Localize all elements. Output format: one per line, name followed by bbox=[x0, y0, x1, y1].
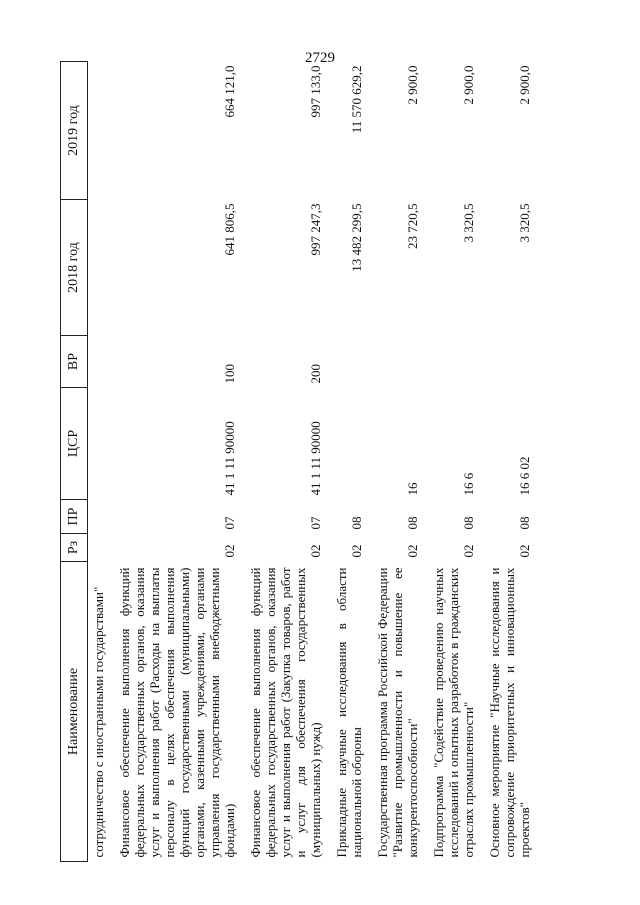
row-name: Государственная программа Российской Федерации "Развитие промышленности и повышение ее конкурентоспособности" bbox=[375, 567, 420, 858]
row-2018: 3 320,5 bbox=[461, 203, 476, 243]
row-2019: 2 900,0 bbox=[405, 65, 420, 105]
row-2019: 2 900,0 bbox=[461, 65, 476, 105]
row-2019 bbox=[88, 62, 109, 200]
table-row bbox=[108, 62, 239, 862]
row-2019: 11 570 629,2 bbox=[349, 65, 364, 134]
row-csr: 16 bbox=[405, 482, 420, 496]
row-name: Финансовое обеспечение выполнения функций федеральных государственных органов, оказания услуг и выполнения работ (Закупка товаров, работ и услуг для обеспечения государственных (муниципальных) нужд) bbox=[248, 567, 323, 858]
row-csr: 41 1 11 90000 bbox=[222, 421, 237, 496]
row-vr bbox=[366, 336, 422, 388]
row-2018: 641 806,5 bbox=[222, 203, 237, 256]
row-csr: 16 6 bbox=[461, 472, 476, 496]
row-2018: 13 482 299,5 bbox=[349, 203, 364, 272]
row-rz: 02 bbox=[349, 544, 364, 558]
header-rz: Рз bbox=[61, 534, 88, 562]
row-vr bbox=[325, 336, 366, 388]
row-2018: 997 247,3 bbox=[308, 203, 323, 256]
row-rz: 02 bbox=[405, 544, 420, 558]
row-rz: 02 bbox=[308, 544, 323, 558]
row-csr bbox=[325, 388, 366, 500]
row-name: Основное мероприятие "Научные исследования и сопровождение приоритетных и инновационных проектов" bbox=[487, 567, 532, 858]
row-2018: 23 720,5 bbox=[405, 203, 420, 249]
header-vr: ВР bbox=[61, 336, 88, 388]
header-name: Наименование bbox=[61, 562, 88, 862]
row-name: Подпрограмма "Содействие проведению научных исследований и опытных разработок в гражданских отраслях промышленности" bbox=[431, 567, 476, 858]
table-row bbox=[239, 62, 325, 862]
page-number: 2729 bbox=[305, 50, 335, 66]
table-row bbox=[88, 62, 109, 862]
rotated-table-container bbox=[60, 62, 590, 862]
row-2019: 664 121,0 bbox=[222, 65, 237, 118]
header-csr: ЦСР bbox=[61, 388, 88, 500]
row-name: Финансовое обеспечение выполнения функций федеральных государственных органов, оказания услуг и выполнения работ (Расходы на выплаты персоналу в целях обеспечения выполнения функций государственными (муниципальными) органами, казенными учреждениями, органами управления государственными внебюджетными фондами) bbox=[117, 567, 237, 858]
row-pr: 08 bbox=[517, 516, 532, 530]
header-pr: ПР bbox=[61, 500, 88, 534]
row-rz: 02 bbox=[461, 544, 476, 558]
row-pr: 08 bbox=[405, 516, 420, 530]
row-vr bbox=[478, 336, 534, 388]
row-pr: 07 bbox=[222, 516, 237, 530]
table-row bbox=[325, 62, 366, 862]
row-rz: 02 bbox=[222, 544, 237, 558]
row-csr: 16 6 02 bbox=[517, 456, 532, 496]
row-pr: 08 bbox=[461, 516, 476, 530]
row-rz: 02 bbox=[517, 544, 532, 558]
row-rz bbox=[88, 534, 109, 562]
row-csr: 41 1 11 90000 bbox=[308, 421, 323, 496]
row-2018: 3 320,5 bbox=[517, 203, 532, 243]
row-csr bbox=[88, 388, 109, 500]
row-vr: 100 bbox=[222, 364, 237, 384]
budget-table bbox=[60, 61, 534, 862]
row-pr: 08 bbox=[349, 516, 364, 530]
table-row bbox=[366, 62, 422, 862]
row-2018 bbox=[88, 200, 109, 336]
table-row bbox=[478, 62, 534, 862]
header-2018: 2018 год bbox=[61, 200, 88, 336]
row-2019: 2 900,0 bbox=[517, 65, 532, 105]
row-vr bbox=[88, 336, 109, 388]
table-header-row bbox=[61, 62, 88, 862]
row-vr: 200 bbox=[308, 364, 323, 384]
row-name: сотрудничество с иностранными государствами" bbox=[91, 586, 106, 858]
row-pr bbox=[88, 500, 109, 534]
row-2019: 997 133,0 bbox=[308, 65, 323, 118]
row-name: Прикладные научные исследования в области национальной обороны bbox=[334, 567, 364, 858]
row-pr: 07 bbox=[308, 516, 323, 530]
row-vr bbox=[422, 336, 478, 388]
header-2019: 2019 год bbox=[61, 62, 88, 200]
table-row bbox=[422, 62, 478, 862]
